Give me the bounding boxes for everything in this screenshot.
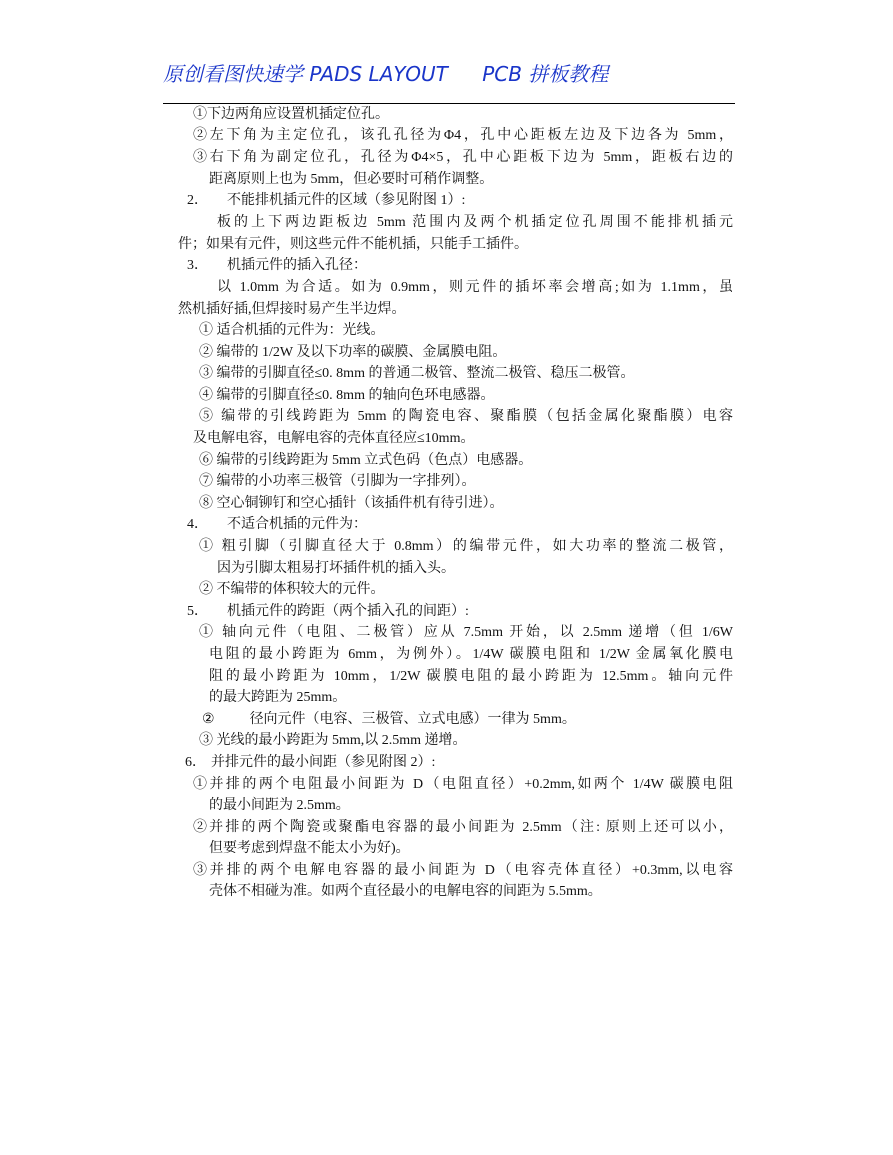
section-heading-2 bbox=[187, 190, 465, 211]
list-item-continuation: 壳体不相碰为准。如两个直径最小的电解电容的间距为 5.5mm。 bbox=[209, 884, 602, 899]
list-item: ①并排的两个电阻最小间距为 D（电阻直径）+0.2mm,如两个 1/4W 碳膜电阻 bbox=[193, 777, 733, 792]
list-item: ⑤ 编带的引线跨距为 5mm 的陶瓷电容、聚酯膜（包括金属化聚酯膜）电容 bbox=[199, 409, 733, 424]
list-item: ③ 编带的引脚直径≤0. 8mm 的普通二极管、整流二极管、稳压二极管。 bbox=[199, 366, 635, 381]
text-line: ③右下角为副定位孔，孔径为Φ4×5，孔中心距板下边为 5mm，距板右边的 bbox=[193, 150, 733, 165]
section-number: 5． bbox=[187, 604, 208, 619]
list-item-continuation: 因为引脚太粗易打坏插件机的插入头。 bbox=[217, 561, 455, 576]
section-heading-4 bbox=[187, 514, 367, 535]
section-number: 4． bbox=[187, 517, 208, 532]
section-heading-6 bbox=[185, 752, 435, 773]
text-line: 板的上下两边距板边 5mm 范围内及两个机插定位孔周围不能排机插元 bbox=[217, 215, 733, 230]
text-line: ②左下角为主定位孔，该孔孔径为Φ4，孔中心距板左边及下边各为 5mm， bbox=[193, 128, 733, 143]
section-title: 机插元件的跨距（两个插入孔的间距）: bbox=[227, 604, 469, 619]
section-title: 不适合机插的元件为： bbox=[227, 517, 367, 532]
text-line: 件；如果有元件，则这些元件不能机插，只能手工插件。 bbox=[178, 237, 528, 252]
text-line: 距离原则上也为 5mm，但必要时可稍作调整。 bbox=[209, 172, 494, 187]
list-item-continuation: 阻的最小跨距为 10mm，1/2W 碳膜电阻的最小跨距为 12.5mm。轴向元件 bbox=[209, 669, 733, 684]
list-item: ① 粗引脚（引脚直径大于 0.8mm）的编带元件，如大功率的整流二极管， bbox=[199, 539, 733, 554]
text-line: 以 1.0mm 为合适。如为 0.9mm，则元件的插坏率会增高;如为 1.1mm，虽 bbox=[217, 280, 733, 295]
text-line: ①下边两角应设置机插定位孔。 bbox=[193, 107, 389, 122]
list-text: 径向元件（电容、三极管、立式电感）一律为 5mm。 bbox=[249, 712, 576, 727]
list-item-continuation: 及电解电容，电解电容的壳体直径应≤10mm。 bbox=[193, 431, 475, 446]
text-line: 然机插好插,但焊接时易产生半边焊。 bbox=[178, 302, 406, 317]
list-item: ③并排的两个电解电容器的最小间距为 D（电容壳体直径）+0.3mm,以电容 bbox=[193, 863, 733, 878]
section-title: 机插元件的插入孔径： bbox=[227, 258, 367, 273]
list-item bbox=[202, 709, 576, 730]
header-title-a: PADS LAYOUT bbox=[309, 62, 448, 86]
section-number: 2． bbox=[187, 193, 208, 208]
list-marker: ② bbox=[202, 712, 215, 727]
list-item-continuation: 电阻的最小跨距为 6mm，为例外）。1/4W 碳膜电阻和 1/2W 金属氧化膜电 bbox=[209, 647, 733, 662]
list-item: ① 轴向元件（电阻、二极管）应从 7.5mm 开始，以 2.5mm 递增（但 1/6W bbox=[199, 625, 733, 640]
section-number: 3． bbox=[187, 258, 208, 273]
list-item-continuation: 的最大跨距为 25mm。 bbox=[209, 690, 347, 705]
section-heading-5 bbox=[187, 601, 469, 622]
list-item-continuation: 但要考虑到焊盘不能太小为好)。 bbox=[209, 841, 410, 856]
list-item: ⑧ 空心铜铆钉和空心插针（该插件机有待引进）。 bbox=[199, 496, 504, 511]
section-heading-3 bbox=[187, 255, 367, 276]
header-title-cn: 原创看图快速学 bbox=[163, 62, 303, 86]
list-item: ② 编带的 1/2W 及以下功率的碳膜、金属膜电阻。 bbox=[199, 345, 507, 360]
list-item: ⑥ 编带的引线跨距为 5mm 立式色码（色点）电感器。 bbox=[199, 453, 533, 468]
header-title-b: PCB 拼板教程 bbox=[482, 62, 609, 86]
list-item: ③ 光线的最小跨距为 5mm,以 2.5mm 递增。 bbox=[199, 733, 467, 748]
page-header bbox=[163, 58, 738, 87]
list-item-continuation: 的最小间距为 2.5mm。 bbox=[209, 798, 350, 813]
section-title: 不能排机插元件的区域（参见附图 1）: bbox=[227, 193, 466, 208]
list-item: ① 适合机插的元件为：光线。 bbox=[199, 323, 385, 338]
list-item: ④ 编带的引脚直径≤0. 8mm 的轴向色环电感器。 bbox=[199, 388, 495, 403]
section-title: 并排元件的最小间距（参见附图 2）: bbox=[211, 755, 436, 770]
list-item: ② 不编带的体积较大的元件。 bbox=[199, 582, 385, 597]
section-number: 6． bbox=[185, 755, 206, 770]
list-item: ⑦ 编带的小功率三极管（引脚为一字排列）。 bbox=[199, 474, 476, 489]
list-item: ②并排的两个陶瓷或聚酯电容器的最小间距为 2.5mm（注: 原则上还可以小， bbox=[193, 820, 733, 835]
